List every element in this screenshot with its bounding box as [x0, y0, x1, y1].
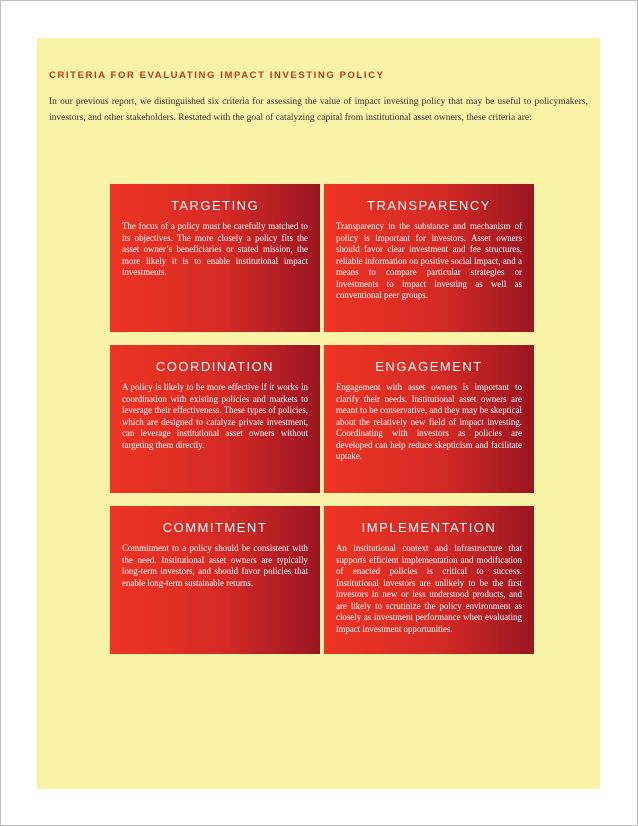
criterion-card-transparency [324, 184, 534, 332]
criterion-description: Engagement with asset owners is important to clarify their needs. Institutional asset owners are meant to be conservative, and they may be skeptical about the relatively new field of impact investing. Coordinating with investors as policies are developed can help reduce skepticism and facilitate uptake. [336, 382, 522, 461]
intro-paragraph: In our previous report, we distinguished six criteria for assessing the value of impact investing policy that may be useful to policymakers, investors, and other stakeholders. Restated with the goal of catalyzing capital from institutional asset owners, these criteria are: [49, 97, 588, 123]
criterion-title: TRANSPARENCY [367, 198, 491, 213]
criterion-description: A policy is likely to be more effective if it works in coordination with existing policies and markets to leverage their effectiveness. These types of policies, which are designed to catalyze private investment, can leverage institutional asset owners without targeting them directly. [122, 382, 308, 450]
criterion-card-commitment [110, 506, 320, 654]
criterion-card-targeting [110, 184, 320, 332]
criterion-description: An institutional context and infrastructure that supports efficient implementation and modification of enacted policies is critical to success. Institutional investors are unlikely to be the first investors in new or less understood products, and are likely to scrutinize the policy environment as closely as investment performance when evaluating impact investment opportunities. [336, 543, 522, 634]
criterion-title: IMPLEMENTATION [361, 520, 497, 535]
criterion-card-engagement [324, 345, 534, 493]
criteria-panel [37, 38, 600, 789]
section-heading: CRITERIA FOR EVALUATING IMPACT INVESTING POLICY [49, 70, 385, 81]
criterion-title: ENGAGEMENT [375, 359, 483, 374]
criterion-title: COORDINATION [155, 359, 275, 374]
criterion-card-coordination [110, 345, 320, 493]
criterion-title: COMMITMENT [162, 520, 268, 535]
criterion-description: Transparency in the substance and mechanism of policy is important for investors. Asset owners should favor clear investment and fee structures, reliable information on positive social impact, and a means to compare particular strategies or investments to impact investing as well as conventional peer groups. [336, 221, 522, 300]
criterion-title: TARGETING [170, 198, 260, 213]
criterion-description: Commitment to a policy should be consistent with the need. Institutional asset owners are typically long-term investors, and should favor policies that enable long-term sustainable returns. [122, 543, 308, 588]
criterion-card-implementation [324, 506, 534, 654]
criterion-description: The focus of a policy must be carefully matched to its objectives. The more closely a policy fits the asset owner’s beneficiaries or stated mission, the more likely it is to enable institutional impact investments. [122, 221, 308, 277]
